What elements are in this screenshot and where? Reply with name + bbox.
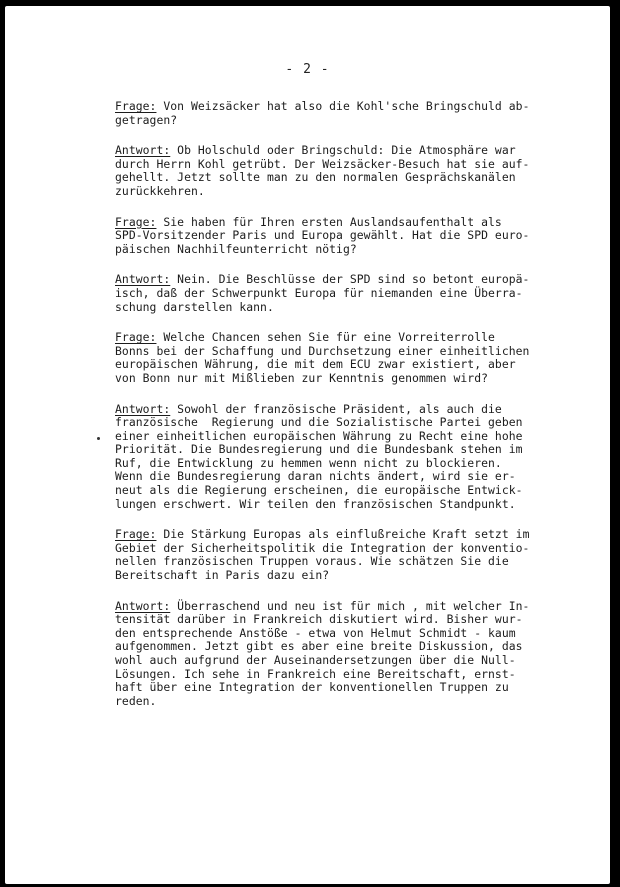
text-line: einer einheitlichen europäischen Währung zu Recht eine hohe (115, 428, 523, 443)
text-line: Frage: Von Weizsäcker hat also die Kohl'sche Bringschuld ab- (115, 99, 530, 113)
text-line: Antwort: Ob Holschuld oder Bringschuld: Die Atmosphäre war (115, 143, 516, 158)
question-paragraph (115, 528, 570, 582)
text-line: europäischen Währung, die mit dem ECU zwar existiert, aber (115, 357, 516, 372)
text-line: Lösungen. Ich sehe in Frankreich eine Bereitschaft, ernst- (115, 666, 516, 681)
text-line: Gebiet der Sicherheitspolitik die Integration der konventio- (115, 540, 530, 555)
text-line: Antwort: Nein. Die Beschlüsse der SPD sind so betont europä- (115, 272, 530, 287)
answer-paragraph (115, 403, 570, 512)
text-line: Antwort: Überraschend und neu ist für mich , mit welcher In- (115, 598, 530, 613)
answer-paragraph (115, 144, 570, 198)
text-line: tensität darüber in Frankreich diskutiert wird. Bisher wur- (115, 612, 523, 627)
text-line: SPD-Vorsitzender Paris und Europa gewählt. Hat die SPD euro- (115, 228, 530, 243)
text-line: haft über eine Integration der konventionellen Truppen zu (115, 680, 509, 695)
scan-speck (97, 437, 100, 440)
text-line: Frage: Sie haben für Ihren ersten Auslandsaufenthalt als (115, 214, 502, 229)
text-line: aufgenommen. Jetzt gibt es aber eine breite Diskussion, das (115, 639, 523, 654)
text-line: gehellt. Jetzt sollte man zu den normalen Gesprächskanälen (115, 170, 516, 185)
document-page (5, 6, 610, 884)
text-line: Bonns bei der Schaffung und Durchsetzung einer einheitlichen (115, 343, 530, 358)
text-line: lungen erschwert. Wir teilen den französischen Standpunkt. (115, 496, 516, 511)
text-line: zurückkehren. (115, 183, 205, 198)
question-label: Frage: (115, 330, 157, 345)
text-line: Ruf, die Entwicklung zu hemmen wenn nicht zu blockieren. (115, 455, 502, 470)
text-line: päischen Nachhilfeunterricht nötig? (115, 241, 357, 256)
text-line: französische Regierung und die Sozialistische Partei geben (115, 415, 523, 430)
question-paragraph (115, 100, 570, 127)
text-line: schung darstellen kann. (115, 299, 274, 314)
text-line: durch Herrn Kohl getrübt. Der Weizsäcker-Besuch hat sie auf- (115, 156, 530, 171)
text-line: nellen französischen Truppen voraus. Wie schätzen Sie die (115, 554, 509, 569)
page-number: - 2 - (285, 62, 330, 77)
text-line: isch, daß der Schwerpunkt Europa für niemanden eine Überra- (115, 285, 523, 300)
text-line: Frage: Die Stärkung Europas als einflußreiche Kraft setzt im (115, 527, 530, 542)
question-label: Frage: (115, 99, 157, 113)
text-line: getragen? (115, 112, 178, 127)
text-line: neut als die Regierung erscheinen, die europäische Entwick- (115, 483, 523, 498)
answer-paragraph (115, 273, 570, 314)
answer-paragraph (115, 600, 570, 709)
text-line: Bereitschaft in Paris dazu ein? (115, 568, 330, 583)
question-label: Frage: (115, 214, 157, 229)
answer-label: Antwort: (115, 143, 171, 158)
question-label: Frage: (115, 527, 157, 542)
interview-text (115, 100, 570, 725)
text-line: wohl auch aufgrund der Auseinandersetzungen über die Null- (115, 653, 516, 667)
text-line: Frage: Welche Chancen sehen Sie für eine Vorreiterrolle (115, 330, 495, 345)
text-line: von Bonn nur mit Mißlieben zur Kenntnis genommen wird? (115, 370, 489, 385)
question-paragraph (115, 331, 570, 385)
text-line: Priorität. Die Bundesregierung und die Bundesbank stehen im (115, 442, 523, 457)
text-line: Wenn die Bundesregierung daran nichts ändert, wird sie er- (115, 469, 516, 484)
text-line: Antwort: Sowohl der französische Präsident, als auch die (115, 401, 502, 416)
answer-label: Antwort: (115, 598, 171, 613)
text-line: den entsprechende Anstöße - etwa von Helmut Schmidt - kaum (115, 625, 516, 640)
question-paragraph (115, 216, 570, 257)
answer-label: Antwort: (115, 401, 171, 416)
answer-label: Antwort: (115, 272, 171, 287)
text-line: reden. (115, 693, 157, 708)
